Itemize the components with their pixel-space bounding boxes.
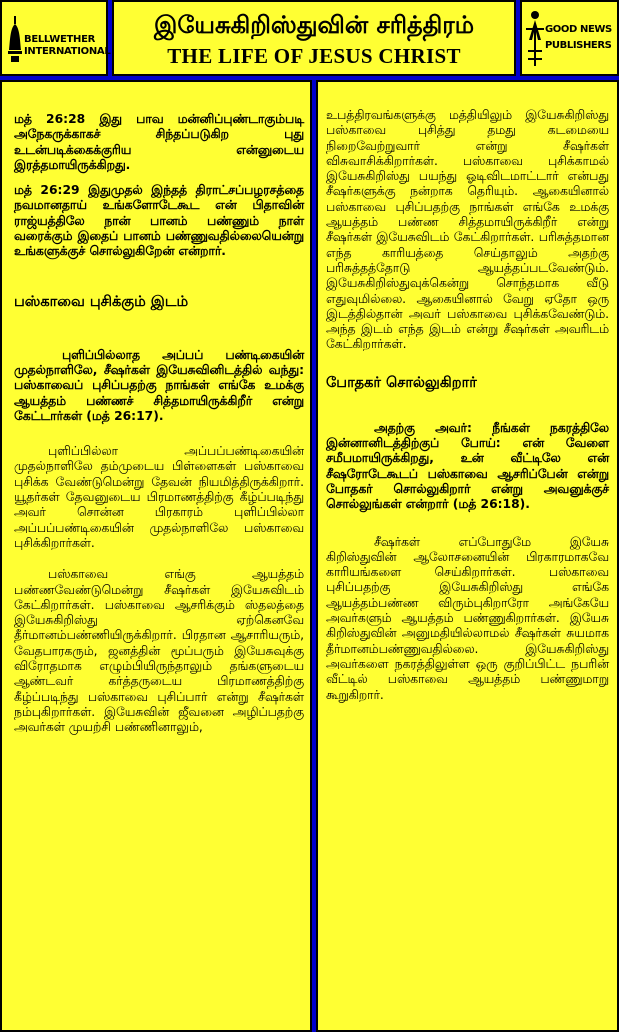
logo-left-line2: INTERNATIONAL — [24, 46, 111, 57]
right-column — [316, 80, 619, 1032]
paragraph-unleavened-bread: புளிப்பில்லா அப்பப்பண்டிகையின் முதல்நாளிலே தம்முடைய பிள்ளைகள் பஸ்காவை புசிக்க வேண்டுமென்று தேவன் நியமித்திருக்கிறார். யூதர்கள் தேவனுடைய பிரமாணத்திற்கு கீழ்ப்படிந்து அவர் சொன்ன பிரகாரம் புளிப்பில்லா அப்பப்பண்டிகையின் முதல்நாளிலே பஸ்காவை புசிக்கிறார்கள். — [14, 444, 304, 550]
logo-right-line2: PUBLISHERS — [545, 40, 612, 51]
bellwether-logo — [8, 12, 111, 68]
bell-icon — [8, 16, 22, 62]
title-english: THE LIFE OF JESUS CHRIST — [167, 44, 461, 68]
title-banner — [112, 0, 516, 76]
paragraph-disciples-obey: சீஷர்கள் எப்போதுமே இயேசு கிறிஸ்துவின் ஆலோசனையின் பிரகாரமாகவே காரியங்களை செய்கிறார்கள். பஸ்காவை புசிப்பதற்கு இயேசுகிறிஸ்து எங்கே ஆயத்தம்பண்ண விரும்புகிறாரோ அங்கேயே அவர்களும் ஆயத்தம் பண்ணுகிறார்கள். இயேசு கிறிஸ்துவின் அனுமதியில்லாமல் சீஷர்கள் சுயமாக தீர்மானம்பண்ணுவதில்லை. இயேசுகிறிஸ்து அவர்களை நகரத்திலுள்ள ஒரு குறிப்பிட்ட நபரின் வீட்டில் பஸ்காவை ஆயத்தம் பண்ணுமாறு கூறுகிறார். — [326, 534, 609, 702]
logo-right-line1: GOOD NEWS — [545, 24, 612, 35]
figure-icon — [526, 10, 544, 66]
section-heading-master-says: போதகர் சொல்லுகிறார் — [326, 374, 477, 391]
paragraph-disciples-ask: பஸ்காவை எங்கு ஆயத்தம் பண்ணவேண்டுமென்று சீஷர்கள் இயேசுவிடம் கேட்கிறார்கள். பஸ்காவை ஆசரிக்கும் ஸ்தலத்தை இயேசுகிறிஸ்து ஏற்கெனவே தீர்மானம்பண்ணியிருக்கிறார். பிரதான ஆசாரியரும், வேதபாரகரும், ஜனத்தின் மூப்பரும் இயேசுவுக்கு விரோதமாக எழும்பியிருந்தாலும் தங்களுடைய ஆண்டவர் கர்த்தருடைய பிரமாணத்திற்கு கீழ்ப்படிந்து பஸ்காவை புசிப்பார் என்று சீஷர்கள் நம்புகிறார்கள். இயேசுவின் ஜீவனை அழிப்பதற்கு அவர்கள் முயற்சி பண்ணினாலும், — [14, 567, 304, 735]
logo-left-line1: BELLWETHER — [24, 34, 96, 45]
verse-matthew-26-28: மத் 26:28 இது பாவ மன்னிப்புண்டாகும்படி அநேகருக்காகச் சிந்தப்படுகிற புது உடன்படிக்கைக்குரிய என்னுடைய இரத்தமாயிருக்கிறது. — [14, 112, 304, 172]
title-tamil: இயேசுகிறிஸ்துவின் சரித்திரம் — [153, 10, 475, 39]
verse-matthew-26-18: அதற்கு அவர்: நீங்கள் நகரத்திலே இன்னானிடத்திற்குப் போய்: என் வேளை சமீபமாயிருக்கிறது, உன் வீட்டிலே என் சீஷரோடேகூடப் பஸ்காவை ஆசரிப்பேன் என்று போதகர் சொல்லுகிறார் என்று அவனுக்குச் சொல்லுங்கள் என்றார் (மத் 26:18). — [326, 420, 609, 512]
left-column — [0, 80, 312, 1032]
good-news-logo — [526, 8, 616, 70]
paragraph-disciples-faith: உபத்திரவங்களுக்கு மத்தியிலும் இயேசுகிறிஸ்து பஸ்காவை புசித்து தமது கடமையை நிறைவேற்றுவார் என்று சீஷர்கள் விசுவாசிக்கிறார்கள். பஸ்காவை புசிக்காமல் இயேசுகிறிஸ்து பயந்து ஓடிவிடமாட்டார் என்பது சீஷர்களுக்கு நன்றாக தெரியும். ஆகையினால் பஸ்காவை புசிப்பதற்கு நாங்கள் எங்கே உமக்கு ஆயத்தம் பண்ண சித்தமாயிருக்கிறீர் என்று சீஷர்கள் இயேசுவிடம் கேட்கிறார்கள். பரிசுத்தமான எந்த காரியத்தை செய்தாலும் அதற்கு பரிசுத்தத்தோடு ஆயத்தப்படவேண்டும். இயேசுகிறிஸ்துவுக்கென்று சொந்தமாக வீடு எதுவுமில்லை. ஆகையினால் வேறு ஏதோ ஒரு இடத்தில்தான் அவர் பஸ்காவை புசிக்கவேண்டும். அந்த இடம் எந்த இடம் என்று சீஷர்கள் அவரிடம் கேட்கிறார்கள். — [326, 108, 609, 352]
verse-matthew-26-29: மத் 26:29 இதுமுதல் இந்தத் திராட்சப்பழரசத்தை நவமானதாய் உங்களோடேகூட என் பிதாவின் ராஜ்யத்திலே நான் பானம் பண்ணும் நாள் வரைக்கும் இதைப் பானம் பண்ணுவதில்லையென்று உங்களுக்குச் சொல்லுகிறேன் என்றார். — [14, 183, 304, 259]
publisher-logo-left — [0, 0, 111, 76]
section-heading-passover-place: பஸ்காவை புசிக்கும் இடம் — [14, 293, 189, 310]
publisher-logo-right — [520, 0, 619, 76]
verse-matthew-26-17: புளிப்பில்லாத அப்பப் பண்டிகையின் முதல்நாளிலே, சீஷர்கள் இயேசுவினிடத்தில் வந்து: பஸ்காவைப் புசிப்பதற்கு நாங்கள் எங்கே உமக்கு ஆயத்தம் பண்ணச் சித்தமாயிருக்கிறீர் என்று கேட்டார்கள் (மத் 26:17). — [14, 347, 304, 423]
